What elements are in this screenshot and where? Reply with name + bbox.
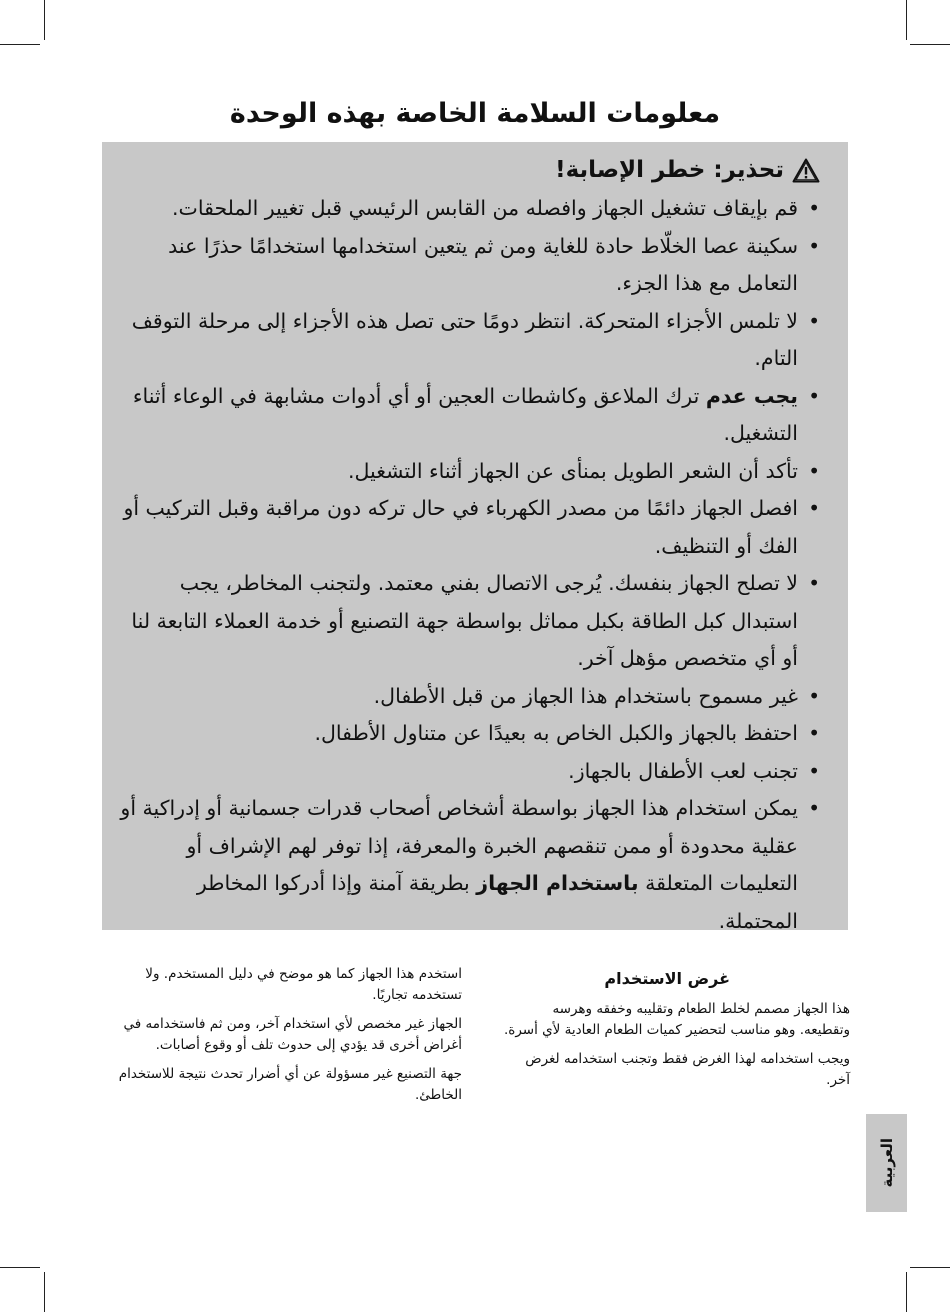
language-tab-label: العربية [877, 1138, 896, 1188]
warning-item: • افصل الجهاز دائمًا من مصدر الكهرباء في حال تركه دون مراقبة وقبل التركيب أو الفك أو التنظيف. [120, 490, 820, 565]
intended-use-section [498, 968, 850, 1099]
warning-heading-text: تحذير: خطر الإصابة! [555, 157, 784, 183]
warning-item: • يجب عدم ترك الملاعق وكاشطات العجين أو أي أدوات مشابهة في الوعاء أثناء التشغيل. [120, 378, 820, 453]
warning-item: • يمكن استخدام هذا الجهاز بواسطة أشخاص أصحاب قدرات جسمانية أو إدراكية أو عقلية محدودة أو ممن تنقصهم الخبرة والمعرفة، إذا توفر لهم الإشراف أو التعليمات المتعلقة باستخدام الجهاز بطريقة آمنة وإذا أدركوا المخاطر المحتملة. [120, 790, 820, 940]
crop-mark [44, 0, 45, 40]
crop-mark [0, 44, 40, 45]
warning-item: • سكينة عصا الخلّاط حادة للغاية ومن ثم يتعين استخدامها استخدامًا حذرًا عند التعامل مع هذا الجزء. [120, 228, 820, 303]
usage-note-paragraph: استخدم هذا الجهاز كما هو موضح في دليل المستخدم. ولا تستخدمه تجاريًا. [145, 966, 462, 1003]
warning-item: • تأكد أن الشعر الطويل بمنأى عن الجهاز أثناء التشغيل. [120, 453, 820, 491]
usage-notes-section [106, 964, 462, 1114]
crop-mark [910, 44, 950, 45]
warning-item: • لا تلمس الأجزاء المتحركة. انتظر دومًا حتى تصل هذه الأجزاء إلى مرحلة التوقف التام. [120, 303, 820, 378]
warning-list [120, 190, 820, 940]
usage-note-paragraph: جهة التصنيع غير مسؤولة عن أي أضرار تحدث نتيجة للاستخدام الخاطئ. [118, 1066, 462, 1103]
crop-mark [44, 1272, 45, 1312]
crop-mark [906, 0, 907, 40]
warning-item: • غير مسموح باستخدام هذا الجهاز من قبل الأطفال. [120, 678, 820, 716]
warning-item: • احتفظ بالجهاز والكبل الخاص به بعيدًا عن متناول الأطفال. [120, 715, 820, 753]
crop-mark [0, 1267, 40, 1268]
language-tab [866, 1114, 907, 1212]
crop-mark [910, 1267, 950, 1268]
usage-note-paragraph: الجهاز غير مخصص لأي استخدام آخر، ومن ثم فاستخدامه في أغراض أخرى قد يؤدي إلى حدوث تلف أو وقوع أصابات. [123, 1016, 462, 1053]
warning-item: • تجنب لعب الأطفال بالجهاز. [120, 753, 820, 791]
intended-use-heading: غرض الاستخدام [604, 969, 730, 988]
warning-item: • لا تصلح الجهاز بنفسك. يُرجى الاتصال بفني معتمد. ولتجنب المخاطر، يجب استبدال كبل الطاقة بكبل مماثل بواسطة جهة التصنيع أو خدمة العملاء التابعة لنا أو أي متخصص مؤهل آخر. [120, 565, 820, 678]
intended-use-paragraph: هذا الجهاز مصمم لخلط الطعام وتقليبه وخفقه وهرسه وتقطيعه. وهو مناسب لتحضير كميات الطعام العادية لأي أسرة. [503, 1001, 850, 1038]
crop-mark [906, 1272, 907, 1312]
warning-heading [120, 152, 820, 188]
warning-item: • قم بإيقاف تشغيل الجهاز وافصله من القابس الرئيسي قبل تغيير الملحقات. [120, 190, 820, 228]
page-title: معلومات السلامة الخاصة بهذه الوحدة [229, 98, 721, 129]
warning-box [102, 142, 848, 933]
intended-use-paragraph: ويجب استخدامه لهذا الغرض فقط وتجنب استخدامه لغرض آخر. [525, 1051, 850, 1088]
warning-triangle-icon [792, 158, 820, 183]
